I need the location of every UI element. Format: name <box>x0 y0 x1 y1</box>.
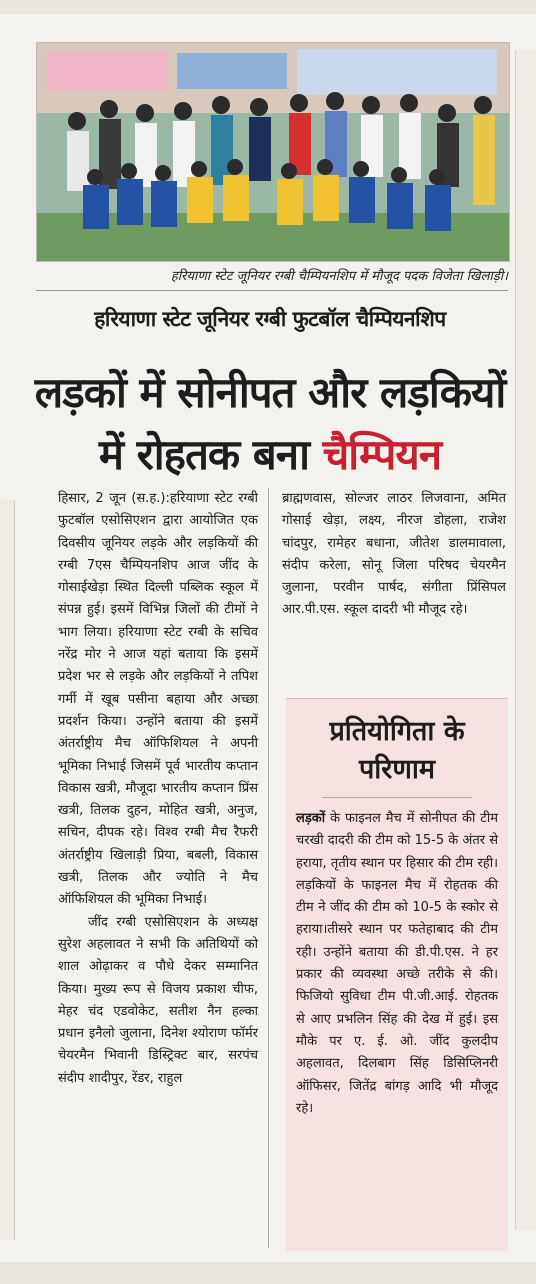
team-photo-illustration <box>37 43 509 261</box>
results-body: के फाइनल मैच में सोनीपत की टीम चरखी दादरी की टीम को 15-5 के अंतर से हराया, तृतीय स्थान पर हिसार की टीम रही। लड़कियों के फाइनल मैच में रोहतक की टीम ने जींद की टीम को 10-5 के स्कोर से हराया।तीसरे स्थान पर फतेहाबाद की टीम रही। उन्होंने बताया की डी.पी.एस. ने हर प्रकार की व्यवस्था अच्छे तरीके से की। फिजियो सुविधा टीम पी.जी.आई. रोहतक से आए प्रभलिन सिंह की देख में हुई। इस मौके पर ए. ई. ओ. जींद कुलदीप अहलावत, दिलबाग सिंह डिसिप्लिनरी ऑफिसर, जितेंद्र बांगड़ आदि भी मौजूद रहे। <box>296 811 498 1116</box>
article-headline <box>30 362 510 486</box>
article-column-1 <box>58 488 258 1090</box>
article-column-2 <box>282 488 506 622</box>
top-adjacent-text-strip <box>0 0 536 14</box>
caption-divider <box>36 290 508 291</box>
results-box-title <box>286 699 508 789</box>
team-photo <box>36 42 510 262</box>
headline-line-2-text: में रोहतक बना <box>98 430 323 479</box>
right-adjacent-column <box>515 50 536 1230</box>
headline-line-2 <box>30 424 510 486</box>
photo-caption: हरियाणा स्टेट जूनियर रग्बी चैम्पियनशिप में मौजूद पदक विजेता खिलाड़ी। <box>170 269 508 284</box>
results-lead-bold: लड़कों <box>296 811 326 826</box>
results-text <box>296 808 498 1120</box>
column-divider <box>268 488 269 1248</box>
results-title-line-2: परिणाम <box>358 754 436 785</box>
results-box <box>286 698 508 1251</box>
article-kicker: हरियाणा स्टेट जूनियर रग्बी फुटबॉल चैम्पियनशिप <box>94 307 446 331</box>
bottom-adjacent-strip <box>0 1262 536 1284</box>
left-adjacent-column <box>0 500 15 1240</box>
results-title-underline <box>322 797 472 798</box>
article-paragraph-1: हिसार, 2 जून (स.ह.):हरियाणा स्टेट रग्बी फुटबॉल एसोसिएशन द्वारा आयोजित एक दिवसीय जूनियर लड़के और लड़कियों की रग्बी 7एस चैम्पियनशिप आज जींद के गोसाईखेड़ा स्थित दिल्ली पब्लिक स्कूल में संपन्न हुई। इसमें विभिन्न जिलों की टीमों ने भाग लिया। हरियाणा स्टेट रग्बी के सचिव नरेंद्र मोर ने आज यहां बताया कि इसमें प्रदेश भर से लड़के और लड़कियों ने तपिश गर्मी में खूब पसीना बहाया और अच्छा प्रदर्शन किया। उन्होंने बताया की इसमें अंतर्राष्ट्रीय मैच ऑफिशियल ने अपनी भूमिका निभाई जिसमें पूर्व भारतीय कप्तान विकास खत्री, मौजूदा भारतीय कप्तान प्रिंस खत्री, तिलक दुहन, मोहित खत्री, अनुज, सचिन, दीपक रहे। विश्व रग्बी मैच रैफरी अंतर्राष्ट्रीय खिलाड़ी प्रिया, बबली, विकास खत्री, तिलक और ज्योति ने मैच ऑफिशियल की भूमिका निभाई। <box>58 491 258 908</box>
headline-highlight: चैम्पियन <box>322 430 442 479</box>
results-title-line-1: प्रतियोगिता के <box>329 716 465 747</box>
article-paragraph-3: ब्राह्मणवास, सोल्जर लाठर लिजवाना, अमित गोसाई खेड़ा, लक्ष्य, नीरज डोहला, राजेश चांदपुर, रामेहर बधाना, जीतेश डालमावाला, संदीप करेला, सोनू जिला परिषद चेयरमैन जुलाना, परवीन पार्षद, संगीता प्रिंसिपल आर.पी.एस. स्कूल दादरी भी मौजूद रहे। <box>282 491 506 618</box>
headline-line-1: लड़कों में सोनीपत और लड़कियों <box>34 368 506 417</box>
article-paragraph-2: जींद रग्बी एसोसिएशन के अध्यक्ष सुरेश अहलावत ने सभी कि अतिथियों को शाल ओढ़ाकर व पौधे देकर सम्मानित किया। मुख्य रूप से विजय प्रकाश चीफ, मेहर चंद एडवोकेट, सतीश नैन हल्का प्रधान इनैलो जुलाना, दिनेश श्योराण फॉर्मर चेयरमैन भिवानी डिस्ट्रिक्ट बार, सरपंच संदीप शादीपुर, रेंडर, राहुल <box>58 914 258 1086</box>
